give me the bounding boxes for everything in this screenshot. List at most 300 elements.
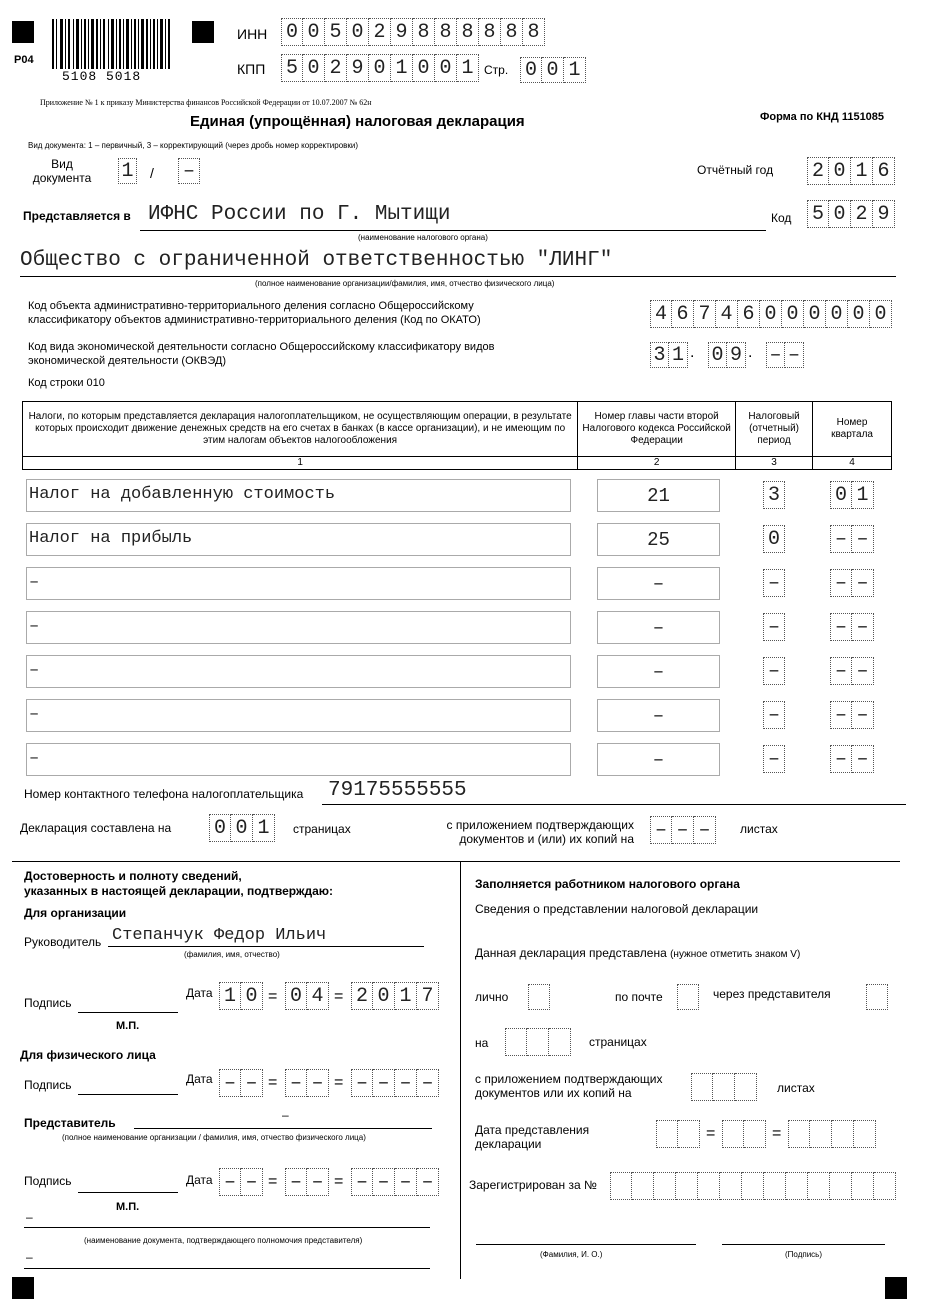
barcode-graphic <box>52 19 170 69</box>
office-sub: Сведения о представлении налоговой декларации <box>475 902 759 916</box>
organization-name[interactable]: Общество с ограниченной ответственностью "ЛИНГ" <box>20 249 613 272</box>
by-mail-box[interactable] <box>677 984 699 1010</box>
office-date-year-cell[interactable] <box>788 1120 810 1148</box>
correction-cell[interactable] <box>178 158 200 184</box>
okato-cell[interactable]: 0 <box>848 300 870 328</box>
in-person-label: лично <box>475 990 509 1004</box>
inn-cell[interactable]: 8 <box>435 18 457 46</box>
quarter-cell[interactable]: – <box>852 745 874 773</box>
tax-name: – <box>29 617 40 636</box>
authority-underline <box>140 230 766 231</box>
registered-cells[interactable] <box>610 1172 896 1200</box>
quarter-cell[interactable]: – <box>830 657 852 685</box>
date-year-cell[interactable]: – <box>351 1069 373 1097</box>
inn-cell[interactable]: 2 <box>369 18 391 46</box>
okved-label <box>28 340 494 368</box>
date-year-cell[interactable]: – <box>395 1168 417 1196</box>
quarter-cell[interactable]: – <box>830 701 852 729</box>
registered-label: Зарегистрирован за № <box>469 1178 597 1192</box>
quarter-field[interactable] <box>830 481 874 509</box>
year-cells[interactable] <box>807 157 895 185</box>
row-code-label: Код строки 010 <box>28 377 105 389</box>
chapter-field[interactable]: 21 <box>597 479 720 512</box>
period-field[interactable] <box>763 481 785 509</box>
okato-cell[interactable]: 0 <box>870 300 892 328</box>
person-date-eq-1: = <box>268 1074 278 1091</box>
tax-name-field[interactable] <box>26 567 571 600</box>
date-day-cell[interactable]: – <box>219 1168 241 1196</box>
authority-code-label: Код <box>771 211 792 225</box>
date-year-cell[interactable]: – <box>417 1168 439 1196</box>
doc-type-slash: / <box>150 165 154 181</box>
okato-cell[interactable]: 0 <box>782 300 804 328</box>
okved-group1[interactable] <box>650 342 688 368</box>
col1-header: Налоги, по которым представляется декларация налогоплательщиком, не осуществляющим операции, в результате которых происходит движение денежных средств на его счетах в банках (в кассе организации), и не имеющим по этим налогам объектов налогообложения <box>23 402 578 457</box>
page-cell[interactable]: 0 <box>520 57 542 83</box>
date-month-cell[interactable]: – <box>285 1168 307 1196</box>
okato-cell[interactable]: 0 <box>826 300 848 328</box>
okato-cell[interactable]: 4 <box>650 300 672 328</box>
quarter-cell[interactable]: – <box>830 745 852 773</box>
doc-type-label-line1: Вид <box>51 157 73 171</box>
form-title: Единая (упрощённая) налоговая декларация <box>190 113 525 130</box>
period-cell[interactable]: – <box>763 701 785 729</box>
page-code: P04 <box>14 54 34 66</box>
period-cell[interactable]: – <box>763 569 785 597</box>
phone-value[interactable]: 79175555555 <box>328 779 467 802</box>
org-date-year[interactable] <box>351 982 439 1010</box>
date-year-cell[interactable]: – <box>373 1069 395 1097</box>
okved-group2[interactable] <box>708 342 746 368</box>
okved-cell[interactable]: – <box>785 342 804 368</box>
inn-cell[interactable]: 9 <box>391 18 413 46</box>
col4-header: Номер квартала <box>813 402 892 457</box>
via-rep-checkbox[interactable] <box>866 984 888 1010</box>
attach-unit: листах <box>740 822 778 836</box>
tax-name: Налог на прибыль <box>29 529 193 548</box>
attach-cell[interactable]: – <box>672 816 694 844</box>
attach-cell[interactable]: – <box>650 816 672 844</box>
tax-name-field[interactable] <box>26 743 571 776</box>
date-year-cell[interactable]: – <box>417 1069 439 1097</box>
quarter-field[interactable] <box>830 569 874 597</box>
office-presented-note: (нужное отметить знаком V) <box>670 949 801 960</box>
person-date-label: Дата <box>186 1072 213 1086</box>
barcode-number: 5108 5018 <box>62 69 142 84</box>
registered-cell[interactable] <box>676 1172 698 1200</box>
quarter-cell[interactable]: – <box>852 657 874 685</box>
organization-underline <box>20 276 896 277</box>
tax-name-field[interactable] <box>26 655 571 688</box>
attach-cells[interactable] <box>650 816 716 844</box>
doc-type-label-line2: документа <box>32 171 92 185</box>
okato-cell[interactable]: 0 <box>760 300 782 328</box>
registered-cell[interactable] <box>786 1172 808 1200</box>
chapter-field[interactable]: – <box>597 743 720 776</box>
rep-doc-caption: (наименование документа, подтверждающего полномочия представителя) <box>84 1236 363 1245</box>
office-date-year-cell[interactable] <box>832 1120 854 1148</box>
office-sheets-unit: листах <box>777 1081 815 1095</box>
period-field[interactable] <box>763 569 785 597</box>
okved-cell[interactable]: – <box>766 342 785 368</box>
corner-marker-bottom-left <box>12 1277 34 1299</box>
inn-cell[interactable]: 8 <box>523 18 545 46</box>
office-heading: Заполняется работником налогового органа <box>475 877 740 891</box>
period-field[interactable] <box>763 657 785 685</box>
period-cell[interactable]: 0 <box>763 525 785 553</box>
okato-label-line2: классификатору объектов административно-территориального деления (Код по ОКАТО) <box>28 314 481 326</box>
year-cell[interactable]: 0 <box>829 157 851 185</box>
kpp-label: КПП <box>237 61 266 77</box>
barcode <box>52 19 170 69</box>
kpp-cell[interactable]: 0 <box>413 54 435 82</box>
tax-name: – <box>29 661 40 680</box>
inn-cell[interactable]: 8 <box>501 18 523 46</box>
okato-cells[interactable] <box>650 300 892 328</box>
date-day-cell[interactable]: – <box>219 1069 241 1097</box>
rep-doc-dash-2[interactable]: – <box>26 1250 33 1264</box>
rep-date-month[interactable] <box>285 1168 329 1196</box>
quarter-field[interactable] <box>830 701 874 729</box>
tax-name-field[interactable] <box>26 611 571 644</box>
okato-cell[interactable]: 4 <box>716 300 738 328</box>
okato-cell[interactable]: 6 <box>672 300 694 328</box>
org-date-month[interactable] <box>285 982 329 1010</box>
attach-label-line2: документов и (или) их копий на <box>459 832 634 846</box>
rep-underline <box>134 1128 432 1129</box>
chapter-field[interactable]: 25 <box>597 523 720 556</box>
attach-label-line1: с приложением подтверждающих <box>446 818 634 832</box>
col3-header: Налоговый (отчетный) период <box>736 402 813 457</box>
page-label: Стр. <box>484 63 509 77</box>
office-attach-cell[interactable] <box>691 1073 713 1101</box>
rep-sign-label: Подпись <box>24 1174 72 1188</box>
chapter-field[interactable]: – <box>597 611 720 644</box>
period-field[interactable] <box>763 525 785 553</box>
office-date-year-cell[interactable] <box>854 1120 876 1148</box>
office-date-eq-1: = <box>706 1125 716 1142</box>
attach-cell[interactable]: – <box>694 816 716 844</box>
okato-cell[interactable]: 0 <box>804 300 826 328</box>
inn-cell[interactable]: 0 <box>281 18 303 46</box>
inn-cell[interactable]: 8 <box>413 18 435 46</box>
phone-underline <box>322 804 906 805</box>
date-year-cell[interactable]: – <box>373 1168 395 1196</box>
page-number-cells <box>520 57 586 83</box>
year-cell[interactable]: 2 <box>807 157 829 185</box>
rep-date-eq-2: = <box>334 1173 344 1190</box>
person-date-year[interactable] <box>351 1069 439 1097</box>
pages-cell[interactable]: 0 <box>209 814 231 842</box>
col1-number: 1 <box>23 457 578 470</box>
registered-cell[interactable] <box>830 1172 852 1200</box>
org-date-label: Дата <box>186 986 213 1000</box>
okved-cell[interactable]: 9 <box>727 342 746 368</box>
chapter-field[interactable]: – <box>597 699 720 732</box>
date-day-cell[interactable]: 1 <box>219 982 241 1010</box>
quarter-cell[interactable]: – <box>852 613 874 641</box>
tax-name-field[interactable] <box>26 699 571 732</box>
okved-label-line2: экономической деятельности (ОКВЭД) <box>28 355 227 367</box>
page-cell[interactable]: 1 <box>564 57 586 83</box>
office-presented-text: Данная декларация представлена <box>475 946 667 960</box>
org-sign-label: Подпись <box>24 996 72 1010</box>
quarter-cell[interactable]: – <box>830 613 852 641</box>
quarter-cell[interactable]: – <box>852 525 874 553</box>
col3-number: 3 <box>736 457 813 470</box>
okved-group3[interactable] <box>766 342 804 368</box>
registered-cell[interactable] <box>808 1172 830 1200</box>
okato-cell[interactable]: 7 <box>694 300 716 328</box>
period-field[interactable] <box>763 701 785 729</box>
office-attach-line1: с приложением подтверждающих <box>475 1072 663 1086</box>
quarter-cell[interactable]: – <box>830 569 852 597</box>
office-attach-label <box>475 1072 662 1100</box>
inn-label: ИНН <box>237 26 268 42</box>
date-month-cell[interactable]: 4 <box>307 982 329 1010</box>
tax-name: – <box>29 573 40 592</box>
registered-cell[interactable] <box>742 1172 764 1200</box>
via-rep-label: через представителя <box>713 987 831 1001</box>
office-date-month-cell[interactable] <box>722 1120 744 1148</box>
by-mail-label: по почте <box>615 990 663 1004</box>
office-date-month[interactable] <box>722 1120 766 1148</box>
period-field[interactable] <box>763 613 785 641</box>
office-date-year-cell[interactable] <box>810 1120 832 1148</box>
office-pages-cell[interactable] <box>505 1028 527 1056</box>
date-year-cell[interactable]: 1 <box>395 982 417 1010</box>
kpp-cell[interactable]: 0 <box>303 54 325 82</box>
date-day-cell[interactable]: – <box>241 1069 263 1097</box>
inn-cell[interactable]: 0 <box>347 18 369 46</box>
rep-date-year[interactable] <box>351 1168 439 1196</box>
doc-type-value[interactable]: 1 <box>118 158 137 184</box>
registered-cell[interactable] <box>610 1172 632 1200</box>
period-cell[interactable]: 3 <box>763 481 785 509</box>
phone-label: Номер контактного телефона налогоплательщика <box>24 787 304 801</box>
office-date-eq-2: = <box>772 1125 782 1142</box>
okved-dot-2: . <box>748 344 753 361</box>
office-presented <box>475 946 800 960</box>
person-date-eq-2: = <box>334 1074 344 1091</box>
person-date-month[interactable] <box>285 1069 329 1097</box>
authority-label: Представляется в <box>23 209 131 223</box>
rep-doc-underline-2 <box>24 1268 430 1269</box>
rep-doc-dash[interactable]: – <box>26 1210 33 1224</box>
rep-sign-line <box>78 1192 178 1193</box>
authority-name[interactable]: ИФНС России по Г. Мытищи <box>148 203 451 226</box>
date-year-cell[interactable]: 7 <box>417 982 439 1010</box>
office-pages-cell[interactable] <box>527 1028 549 1056</box>
person-date-day[interactable] <box>219 1069 263 1097</box>
okved-cell[interactable]: 1 <box>669 342 688 368</box>
office-date-day[interactable] <box>656 1120 700 1148</box>
date-month-cell[interactable]: – <box>307 1168 329 1196</box>
doc-type-label <box>30 157 94 185</box>
corner-marker-top-left <box>12 21 34 43</box>
kpp-cell[interactable]: 0 <box>435 54 457 82</box>
okved-cell[interactable]: 3 <box>650 342 669 368</box>
rep-doc-underline-1 <box>24 1227 430 1228</box>
authority-caption: (наименование налогового органа) <box>358 233 488 242</box>
year-cell[interactable]: 6 <box>873 157 895 185</box>
office-sign-line <box>722 1244 885 1245</box>
kpp-cells <box>281 54 479 82</box>
registered-cell[interactable] <box>874 1172 896 1200</box>
registered-cell[interactable] <box>764 1172 786 1200</box>
rep-date-eq-1: = <box>268 1173 278 1190</box>
authority-code-cells[interactable] <box>807 200 895 228</box>
registered-cell[interactable] <box>698 1172 720 1200</box>
kpp-cell[interactable]: 1 <box>391 54 413 82</box>
chapter-field[interactable]: – <box>597 567 720 600</box>
head-name[interactable]: Степанчук Федор Ильич <box>112 926 327 945</box>
office-attach-cell[interactable] <box>735 1073 757 1101</box>
rep-caption: (полное наименование организации / фамилия, имя, отчество физического лица) <box>62 1133 366 1142</box>
quarter-field[interactable] <box>830 613 874 641</box>
head-label: Руководитель <box>24 935 102 949</box>
date-year-cell[interactable]: – <box>351 1168 373 1196</box>
person-sign-line <box>78 1094 178 1095</box>
period-cell[interactable]: – <box>763 657 785 685</box>
office-pages-cells[interactable] <box>505 1028 571 1056</box>
pages-cell[interactable]: 0 <box>231 814 253 842</box>
kpp-cell[interactable]: 1 <box>457 54 479 82</box>
registered-cell[interactable] <box>852 1172 874 1200</box>
quarter-cell[interactable]: – <box>852 701 874 729</box>
office-date-year[interactable] <box>788 1120 876 1148</box>
date-month-cell[interactable]: – <box>285 1069 307 1097</box>
authority-code-cell[interactable]: 9 <box>873 200 895 228</box>
office-attach-cells[interactable] <box>691 1073 757 1101</box>
kpp-cell[interactable]: 2 <box>325 54 347 82</box>
rep-name-dash[interactable]: – <box>282 1108 289 1122</box>
quarter-field[interactable] <box>830 525 874 553</box>
year-cell[interactable]: 1 <box>851 157 873 185</box>
pages-cell[interactable]: 1 <box>253 814 275 842</box>
office-fio-caption: (Фамилия, И. О.) <box>540 1250 603 1259</box>
in-person-box[interactable] <box>528 984 550 1010</box>
head-fio-caption: (фамилия, имя, отчество) <box>184 950 280 959</box>
inn-cell[interactable]: 8 <box>479 18 501 46</box>
rep-date-label: Дата <box>186 1173 213 1187</box>
rep-date-day[interactable] <box>219 1168 263 1196</box>
confirm-heading <box>24 869 333 899</box>
quarter-cell[interactable]: – <box>830 525 852 553</box>
registered-cell[interactable] <box>654 1172 676 1200</box>
date-year-cell[interactable]: 0 <box>373 982 395 1010</box>
registered-cell[interactable] <box>632 1172 654 1200</box>
kpp-cell[interactable]: 5 <box>281 54 303 82</box>
col4-number: 4 <box>813 457 892 470</box>
office-date-day-cell[interactable] <box>678 1120 700 1148</box>
org-sign-line <box>78 1012 178 1013</box>
okved-label-line1: Код вида экономической деятельности согласно Общероссийскому классификатору видов <box>28 341 495 353</box>
org-date-day[interactable] <box>219 982 263 1010</box>
taxes-table-header <box>22 401 892 470</box>
corner-marker-bottom-right <box>885 1277 907 1299</box>
date-month-cell[interactable]: 0 <box>285 982 307 1010</box>
quarter-cell[interactable]: 1 <box>852 481 874 509</box>
doc-type-note: Вид документа: 1 – первичный, 3 – корректирующий (через дробь номер корректировки) <box>28 141 359 150</box>
quarter-field[interactable] <box>830 657 874 685</box>
inn-cell[interactable]: 5 <box>325 18 347 46</box>
in-person-checkbox[interactable] <box>528 984 550 1010</box>
date-year-cell[interactable]: 2 <box>351 982 373 1010</box>
okato-label-line1: Код объекта административно-территориального деления согласно Общероссийскому <box>28 300 474 312</box>
horizontal-divider <box>12 861 900 862</box>
office-date-day-cell[interactable] <box>656 1120 678 1148</box>
okato-cell[interactable]: 6 <box>738 300 760 328</box>
confirm-heading-line2: указанных в настоящей декларации, подтверждаю: <box>24 884 334 898</box>
form-code: Форма по КНД 1151085 <box>760 111 885 123</box>
inn-cells <box>281 18 545 46</box>
page-cell[interactable]: 0 <box>542 57 564 83</box>
registered-cell[interactable] <box>720 1172 742 1200</box>
by-mail-checkbox[interactable] <box>677 984 699 1010</box>
via-rep-box[interactable] <box>866 984 888 1010</box>
tax-name: – <box>29 749 40 768</box>
authority-code-cell[interactable]: 5 <box>807 200 829 228</box>
quarter-field[interactable] <box>830 745 874 773</box>
col2-number: 2 <box>578 457 736 470</box>
office-date-label <box>475 1123 589 1151</box>
date-day-cell[interactable]: – <box>241 1168 263 1196</box>
corner-marker-top-right <box>192 21 214 43</box>
okved-cell[interactable]: 0 <box>708 342 727 368</box>
rep-stamp-mp: М.П. <box>116 1201 140 1213</box>
pages-cells[interactable] <box>209 814 275 842</box>
org-heading: Для организации <box>24 906 127 920</box>
period-cell[interactable]: – <box>763 745 785 773</box>
period-cell[interactable]: – <box>763 613 785 641</box>
office-on-label: на <box>475 1036 489 1050</box>
tax-name: – <box>29 705 40 724</box>
person-heading: Для физического лица <box>20 1048 156 1062</box>
correction-value[interactable]: – <box>178 158 200 184</box>
office-date-line1: Дата представления <box>475 1123 590 1137</box>
date-year-cell[interactable]: – <box>395 1069 417 1097</box>
rep-label: Представитель <box>24 1116 116 1130</box>
inn-cell[interactable]: 8 <box>457 18 479 46</box>
office-date-month-cell[interactable] <box>744 1120 766 1148</box>
appendix-note: Приложение № 1 к приказу Министерства финансов Российской Федерации от 10.07.2007 № 62н <box>40 98 372 107</box>
confirm-heading-line1: Достоверность и полноту сведений, <box>24 869 242 883</box>
tax-name: Налог на добавленную стоимость <box>29 485 336 504</box>
office-sign-caption: (Подпись) <box>785 1250 822 1259</box>
chapter-field[interactable]: – <box>597 655 720 688</box>
office-attach-line2: документов или их копий на <box>475 1086 632 1100</box>
period-field[interactable] <box>763 745 785 773</box>
office-attach-cell[interactable] <box>713 1073 735 1101</box>
kpp-cell[interactable]: 9 <box>347 54 369 82</box>
date-month-cell[interactable]: – <box>307 1069 329 1097</box>
year-label: Отчётный год <box>697 163 774 177</box>
authority-code-cell[interactable]: 2 <box>851 200 873 228</box>
okato-label <box>28 299 481 327</box>
vertical-divider <box>460 861 461 1279</box>
org-stamp-mp: М.П. <box>116 1020 140 1032</box>
kpp-cell[interactable]: 0 <box>369 54 391 82</box>
head-underline <box>108 946 424 947</box>
office-pages-cell[interactable] <box>549 1028 571 1056</box>
inn-cell[interactable]: 0 <box>303 18 325 46</box>
date-day-cell[interactable]: 0 <box>241 982 263 1010</box>
quarter-cell[interactable]: 0 <box>830 481 852 509</box>
doc-type-cell[interactable] <box>118 158 137 184</box>
quarter-cell[interactable]: – <box>852 569 874 597</box>
authority-code-cell[interactable]: 0 <box>829 200 851 228</box>
